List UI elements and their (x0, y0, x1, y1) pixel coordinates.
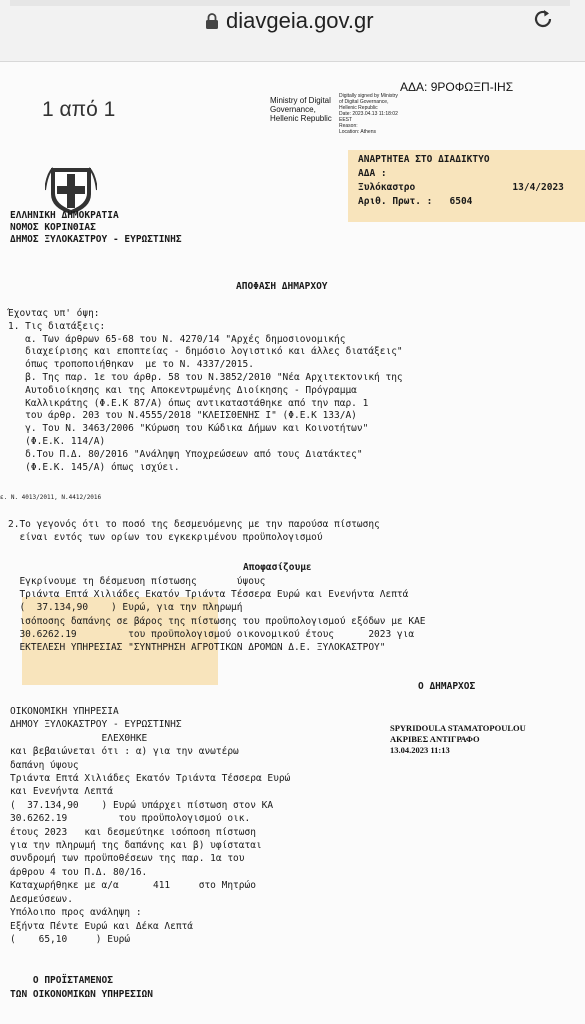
greek-emblem-icon (45, 164, 97, 216)
lock-icon (205, 12, 219, 30)
page-counter: 1 από 1 (42, 98, 116, 121)
point-two: 2.Το γεγονός ότι το ποσό της δεσμευόμενης με την παρούσα πίστωσης είναι εντός των ορίων του εγκεκριμένου προϋπολογισμού (8, 519, 380, 543)
head-finance-signature: Ο ΠΡΟΪΣΤΑΜΕΝΟΣ ΤΩΝ ΟΙΚΟΝΟΜΙΚΩΝ ΥΠΗΡΕΣΙΩΝ (10, 975, 153, 1000)
signature-org: Ministry of Digital Governance, Hellenic Republic (270, 96, 332, 123)
document-title: ΑΠΟΦΑΣΗ ΔΗΜΑΡΧΟΥ (236, 281, 328, 292)
decision-text: Εγκρίνουμε τη δέσμευση πίστωσης ύψους Τριάντα Επτά Χιλιάδες Εκατόν Τριάντα Τέσσερα Ευρώ και Ενενήντα Λεπτά ( 37.134,90 ) Ευρώ, για την πληρωμή ισόποσης δαπάνης σε βάρος της πίστωσης του προϋπολογισμού εξόδων με ΚΑΕ 30.6262.19 του προϋπολογισμού οικονομικού έτους 2023 για ΕΚΤΕΛΕΣΗ ΥΠΗΡΕΣΙΑΣ "ΣΥΝΤΗΡΗΣΗ ΑΓΡΟΤΙΚΩΝ ΔΡΟΜΩΝ Δ.Ε. ΞΥΛΟΚΑΣΤΡΟΥ" (19, 576, 426, 654)
decide-heading: Αποφασίζουμε (243, 562, 312, 573)
faded-header-strip (10, 0, 570, 6)
mayor-label: Ο ΔΗΜΑΡΧΟΣ (418, 681, 476, 692)
browser-address-bar[interactable] (0, 0, 585, 62)
law-note: ε. Ν. 4013/2011, Ν.4412/2016 (0, 494, 102, 501)
finance-block: ΟΙΚΟΝΟΜΙΚΗ ΥΠΗΡΕΣΙΑ ΔΗΜΟΥ ΞΥΛΟΚΑΣΤΡΟΥ - ΕΥΡΩΣΤΙΝΗΣ ΕΛΕΧΘΗΚΕ και βεβαιώνεται ότι : α) για την ανωτέρω δαπάνη ύψους Τριάντα Επτά Χιλιάδες Εκατόν Τριάντα Τέσσερα Ευρώ και Ενενήντα Λεπτά ( 37.134,90 ) Ευρώ υπάρχει πίστωση στον ΚΑ 30.6262.19 του προϋπολογισμού οικ. έτους 2023 και δεσμεύτηκε ισόποση πίστωση για την πληρωμή της δαπάνης και β) υφίσταται συνδρομή των προϋποθέσεων της παρ. 1α του άρθρου 4 του Π.Δ. 80/16. Καταχωρήθηκε με α/α 411 στο Μητρώο Δεσμεύσεων. Υπόλοιπο προς ανάληψη : Εξήντα Πέντε Ευρώ και Δέκα Λεπτά ( 65,10 ) Ευρώ (10, 706, 291, 945)
url-text[interactable]: diavgeia.gov.gr (226, 8, 374, 33)
copy-stamp: SPYRIDOULA STAMATOPOULOU ΑΚΡΙΒΕΣ ΑΝΤΙΓΡΑΦΟ 13.04.2023 11:13 (390, 723, 526, 755)
authority-block: ΕΛΛΗΝΙΚΗ ΔΗΜΟΚΡΑΤΙΑ ΝΟΜΟΣ ΚΟΡΙΝΘΙΑΣ ΔΗΜΟΣ ΞΥΛΟΚΑΣΤΡΟΥ - ΕΥΡΩΣΤΙΝΗΣ (10, 210, 182, 245)
ada-number: ΑΔΑ: 9ΡΟΦΩΞΠ-ΙΗΣ (400, 80, 514, 94)
reload-icon[interactable] (530, 6, 556, 32)
considerations-text: Έχοντας υπ' όψη: 1. Τις διατάξεις: α. Των άρθρων 65-68 του Ν. 4270/14 "Αρχές δημοσιονομικής διαχείρισης και εποπτείας - δημόσιο λογιστικό και άλλες διατάξεις" όπως τροποποιήθηκαν με το Ν. 4337/2015. β. Της παρ. 1ε του άρθρ. 58 του Ν.3852/2010 "Νέα Αρχιτεκτονική της Αυτοδιοίκησης και της Αποκεντρωμένης Διοίκησης - Πρόγραμμα Καλλικράτης (Φ.Ε.Κ 87/Α) όπως αντικαταστάθηκε από την παρ. 1 του άρθρ. 203 του Ν.4555/2018 "ΚΛΕΙΣΘΕΝΗΣ Ι" (Φ.Ε.Κ 133/Α) γ. Του Ν. 3463/2006 "Κύρωση του Κώδικα Δήμων και Κοινοτήτων" (Φ.Ε.Κ. 114/Α) δ.Του Π.Δ. 80/2016 "Ανάληψη Υποχρεώσεων από τους Διατάκτες" (Φ.Ε.Κ. 145/Α) όπως ισχύει. (8, 308, 403, 473)
signature-meta: Digitally signed by Ministry of Digital Governance, Hellenic Republic Date: 2023.04.13 11:18:02 EEST Reason: Location: Athens (339, 93, 398, 135)
document-page (0, 62, 585, 1024)
posting-block: ΑΝΑΡΤΗΤΕΑ ΣΤΟ ΔΙΑΔΙΚΤΥΟ ΑΔΑ : Ξυλόκαστρο 13/4/2023 Αριθ. Πρωτ. : 6504 (358, 154, 564, 207)
